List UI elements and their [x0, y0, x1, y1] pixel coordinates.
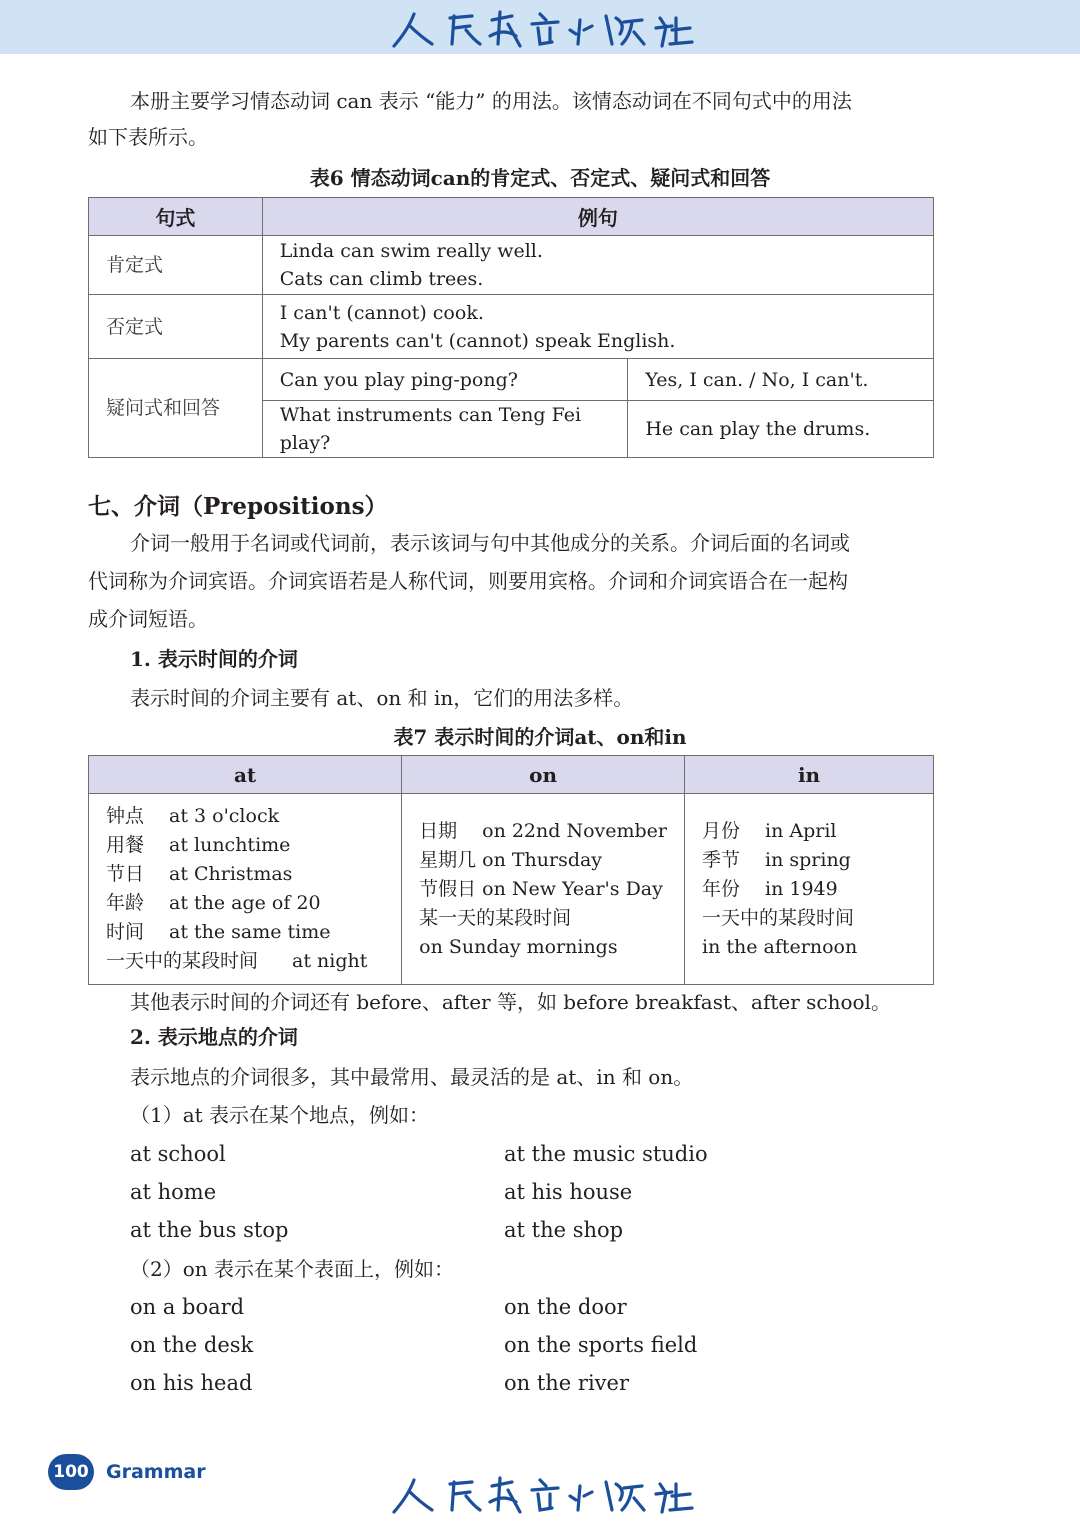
usage-example-line: on Sunday mornings: [419, 935, 618, 958]
at-usage-intro: （1）at 表示在某个地点，例如：: [130, 1103, 430, 1127]
intro-line-2: 如下表所示。: [88, 125, 208, 149]
table-modal-can: [88, 197, 934, 458]
usage-example: in April: [765, 819, 837, 842]
section7-para-line-2: 代词称为介词宾语。介词宾语若是人称代词，则要用宾格。介词和介词宾语合在一起构: [88, 569, 848, 593]
usage-label: 钟点: [106, 805, 145, 827]
table6-affirmative-examples: [262, 236, 933, 295]
table6-question: What instruments can Teng Fei play?: [262, 401, 628, 458]
example-phrase: at the music studio: [504, 1142, 708, 1166]
table6-label-question: 疑问式和回答: [89, 359, 263, 458]
table6-header-examples: 例句: [262, 198, 933, 236]
usage-example: at Christmas: [169, 863, 293, 885]
table7-at-cell: [89, 794, 402, 985]
usage-label: 月份: [702, 819, 741, 842]
usage-label: 星期几: [419, 848, 477, 871]
example-phrase: on the door: [504, 1295, 627, 1319]
example-phrase: at his house: [504, 1180, 633, 1204]
section7-para-line-3: 成介词短语。: [88, 607, 208, 631]
usage-label: 节假日: [419, 877, 477, 900]
usage-example: on 22nd November: [482, 819, 668, 842]
usage-row: [106, 918, 384, 947]
usage-row: [419, 817, 667, 846]
example-phrase: at the shop: [504, 1218, 624, 1242]
on-usage-intro: （2）on 表示在某个表面上，例如：: [130, 1257, 455, 1281]
example-phrase: at school: [130, 1142, 226, 1166]
table7-header-on: on: [402, 756, 685, 794]
example-line: I can't (cannot) cook.: [279, 301, 484, 324]
usage-example: at the same time: [169, 921, 331, 943]
table7-caption: 表7 表示时间的介词at、on和in: [393, 725, 687, 749]
usage-row: [106, 889, 384, 918]
table6-negative-examples: [262, 295, 933, 359]
usage-label: 节日: [106, 863, 145, 885]
page-number-badge: 100: [48, 1454, 94, 1490]
example-line: Linda can swim really well.: [279, 240, 543, 262]
on-examples-right: [504, 1288, 697, 1402]
table-time-prepositions: [88, 755, 934, 985]
usage-example: at 3 o'clock: [169, 805, 280, 827]
table7-header-at: at: [89, 756, 402, 794]
usage-label: 日期: [419, 819, 458, 842]
usage-row: [106, 802, 384, 831]
table6-label-negative: 否定式: [89, 295, 263, 359]
place-prepositions-intro: 表示地点的介词很多，其中最常用、最灵活的是 at、in 和 on。: [130, 1065, 694, 1089]
example-phrase: on his head: [130, 1371, 253, 1395]
usage-row: [702, 875, 916, 904]
time-prepositions-intro: 表示时间的介词主要有 at、on 和 in，它们的用法多样。: [130, 686, 634, 710]
example-phrase: at home: [130, 1180, 217, 1204]
on-examples-left: [130, 1288, 253, 1402]
example-line: My parents can't (cannot) speak English.: [279, 329, 676, 352]
subheading-time-prepositions: 1. 表示时间的介词: [130, 647, 298, 671]
publisher-logo-footer: [380, 1472, 700, 1516]
table7-on-cell: [402, 794, 685, 985]
usage-example: at night: [292, 950, 368, 972]
usage-label: 用餐: [106, 834, 145, 856]
usage-row: [106, 831, 384, 860]
usage-row: [106, 947, 384, 976]
example-phrase: at the bus stop: [130, 1218, 289, 1242]
section7-para-line-1: 介词一般用于名词或代词前，表示该词与句中其他成分的关系。介词后面的名词或: [130, 531, 850, 555]
usage-label-line: 一天中的某段时间: [702, 906, 855, 929]
other-time-prepositions: 其他表示时间的介词还有 before、after 等，如 before breakfast、after school。: [130, 990, 891, 1014]
table6-header-sentence-type: 句式: [89, 198, 263, 236]
usage-label: 时间: [106, 921, 145, 943]
table6-question: Can you play ping-pong?: [262, 359, 628, 401]
example-phrase: on the sports field: [504, 1333, 698, 1357]
usage-example: at the age of 20: [169, 892, 321, 914]
table6-caption: 表6 情态动词can的肯定式、否定式、疑问式和回答: [309, 166, 771, 190]
table6-answer: He can play the drums.: [628, 401, 934, 458]
section-title-prepositions: 七、介词（Prepositions）: [88, 493, 388, 520]
usage-example: in spring: [765, 848, 851, 871]
table6-label-affirmative: 肯定式: [89, 236, 263, 295]
usage-example: at lunchtime: [169, 834, 291, 856]
usage-row: [702, 817, 916, 846]
usage-row: [419, 875, 667, 904]
usage-label: 季节: [702, 848, 741, 871]
usage-row: [702, 846, 916, 875]
table7-in-cell: [685, 794, 934, 985]
example-phrase: on a board: [130, 1295, 245, 1319]
usage-example: on Thursday: [482, 848, 603, 871]
subheading-place-prepositions: 2. 表示地点的介词: [130, 1025, 298, 1049]
usage-label-line: 某一天的某段时间: [419, 906, 572, 929]
table7-header-in: in: [685, 756, 934, 794]
table6-answer: Yes, I can. / No, I can't.: [628, 359, 934, 401]
usage-row: [419, 846, 667, 875]
usage-label: 年份: [702, 877, 741, 900]
at-examples-left: [130, 1135, 288, 1249]
example-phrase: on the desk: [130, 1333, 254, 1357]
example-phrase: on the river: [504, 1371, 629, 1395]
usage-example-line: in the afternoon: [702, 935, 858, 958]
usage-example: on New Year's Day: [482, 877, 663, 900]
usage-label: 年龄: [106, 892, 145, 914]
usage-example: in 1949: [765, 877, 838, 900]
usage-row: [106, 860, 384, 889]
intro-line-1: 本册主要学习情态动词 can 表示 “能力” 的用法。该情态动词在不同句式中的用法: [130, 89, 852, 113]
footer-section-name: Grammar: [106, 1461, 206, 1483]
publisher-logo: [380, 6, 700, 50]
usage-label: 一天中的某段时间: [106, 950, 259, 972]
at-examples-right: [504, 1135, 708, 1249]
example-line: Cats can climb trees.: [279, 268, 484, 290]
